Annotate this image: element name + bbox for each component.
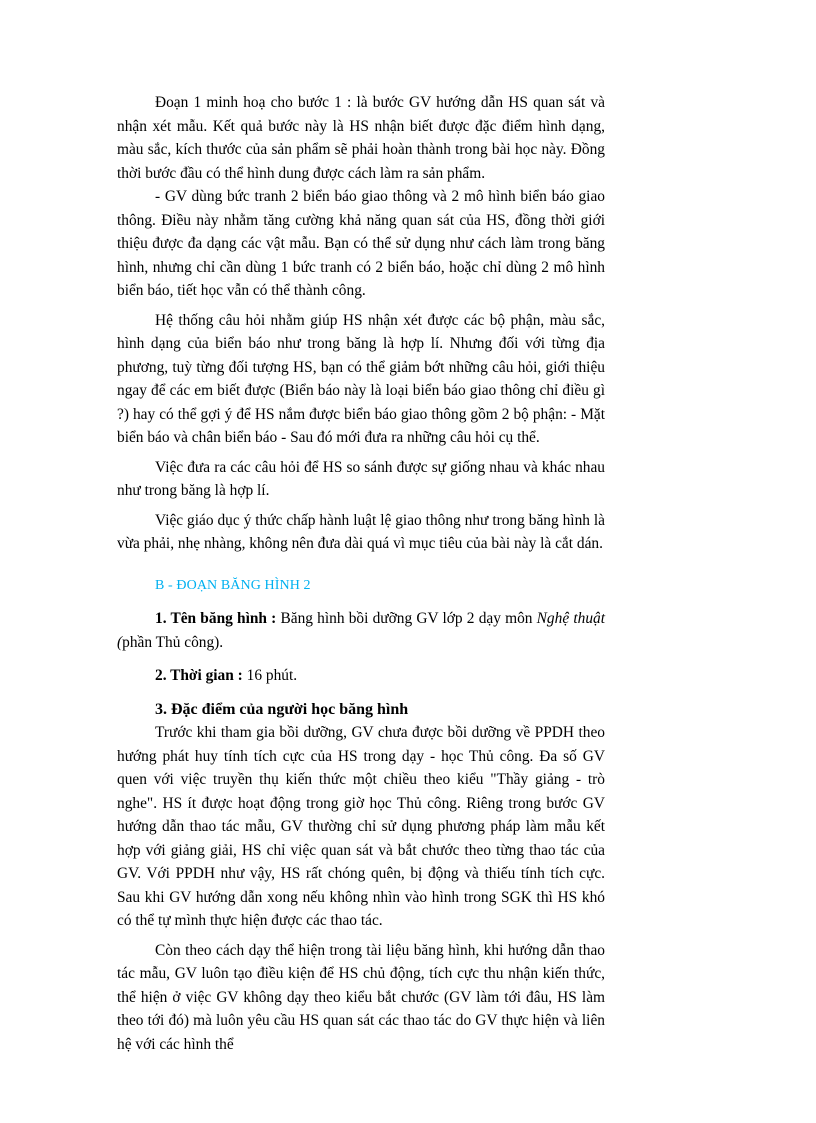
section-b-title: B - ĐOẠN BĂNG HÌNH 2 (155, 577, 311, 593)
item-duration-label: 2. Thời gian : (155, 667, 243, 684)
item-video-name-italic: Nghệ thuật ( (117, 610, 605, 651)
item-video-name-tail: phần Thủ công). (122, 633, 224, 651)
document-page (117, 91, 605, 1056)
item-video-name-label: 1. Tên băng hình : (155, 610, 277, 627)
paragraph-comparison: Việc đưa ra các câu hỏi để HS so sánh được sự giống nhau và khác nhau như trong băng là hợp lí. (117, 458, 605, 499)
item-duration-text: 16 phút. (242, 667, 298, 684)
item-duration (117, 664, 605, 688)
paragraph-traffic-signs: - GV dùng bức tranh 2 biển báo giao thông và 2 mô hình biển báo giao thông. Điều này nhằm tăng cường khả năng quan sát của HS, đồng thời giới thiệu được đa dạng các vật mẫu. Bạn có thể sử dụng như cách làm trong băng hình, nhưng chỉ cần dùng 1 bức tranh có 2 biển báo, hoặc chỉ dùng 2 mô hình biển báo, tiết học vẫn có thể thành công. (117, 188, 605, 299)
item-video-name-text: Băng hình bồi dưỡng GV lớp 2 dạy môn (276, 610, 537, 627)
paragraph-video-method: Còn theo cách dạy thể hiện trong tài liệu băng hình, khi hướng dẫn thao tác mẫu, GV luôn tạo điều kiện để HS chủ động, tích cực thu nhận kiến thức, thể hiện ở việc GV không dạy theo kiểu bắt chước (GV làm tới đâu, HS làm theo tới đó) mà luôn yêu cầu HS quan sát các thao tác do GV thực hiện và liên hệ với các hình thể (117, 941, 605, 1053)
paragraph-question-system: Hệ thống câu hỏi nhằm giúp HS nhận xét được các bộ phận, màu sắc, hình dạng của biển báo như trong băng là hợp lí. Nhưng đối với từng địa phương, tuỳ từng đối tượng HS, bạn có thể giảm bớt những câu hỏi, giới thiệu ngay để các em biết được (Biển báo này là loại biển báo giao thông chỉ điều gì ?) hay có thể gợi ý để HS nắm được biển báo giao thông gồm 2 bộ phận: - Mặt biển báo và chân biển báo - Sau đó mới đưa ra những câu hỏi cụ thể. (117, 311, 605, 446)
paragraph-traffic-education: Việc giáo dục ý thức chấp hành luật lệ giao thông như trong băng hình là vừa phải, nhẹ nhàng, không nên đưa dài quá vì mục tiêu của bài này là cắt dán. (117, 511, 605, 552)
item-video-name (117, 607, 605, 654)
paragraph-step1: Đoạn 1 minh hoạ cho bước 1 : là bước GV hướng dẫn HS quan sát và nhận xét mẫu. Kết quả bước này là HS nhận biết được đặc điểm hình dạng, màu sắc, kích thước của sản phẩm sẽ phải hoàn thành trong bài học này. Đồng thời bước đầu có thể hình dung được cách làm ra sản phẩm. (117, 94, 605, 182)
item-learner-characteristics-title: 3. Đặc điểm của người học băng hình (155, 700, 409, 718)
paragraph-before-training: Trước khi tham gia bồi dưỡng, GV chưa được bồi dưỡng về PPDH theo hướng phát huy tính tích cực của HS trong dạy - học Thủ công. Đa số GV quen với việc truyền thụ kiến thức một chiều theo kiểu "Thầy giảng - trò nghe". HS ít được hoạt động trong giờ học Thủ công. Riêng trong bước GV hướng dẫn thao tác mẫu, GV thường chỉ sử dụng phương pháp làm mẫu kết hợp với giảng giải, HS chỉ việc quan sát và bắt chước theo từng thao tác của GV. Với PPDH như vậy, HS rất chóng quên, bị động và thiếu tính tích cực. Sau khi GV hướng dẫn xong nếu không nhìn vào hình trong SGK thì HS khó có thể tự mình thực hiện được các thao tác. (117, 724, 605, 929)
